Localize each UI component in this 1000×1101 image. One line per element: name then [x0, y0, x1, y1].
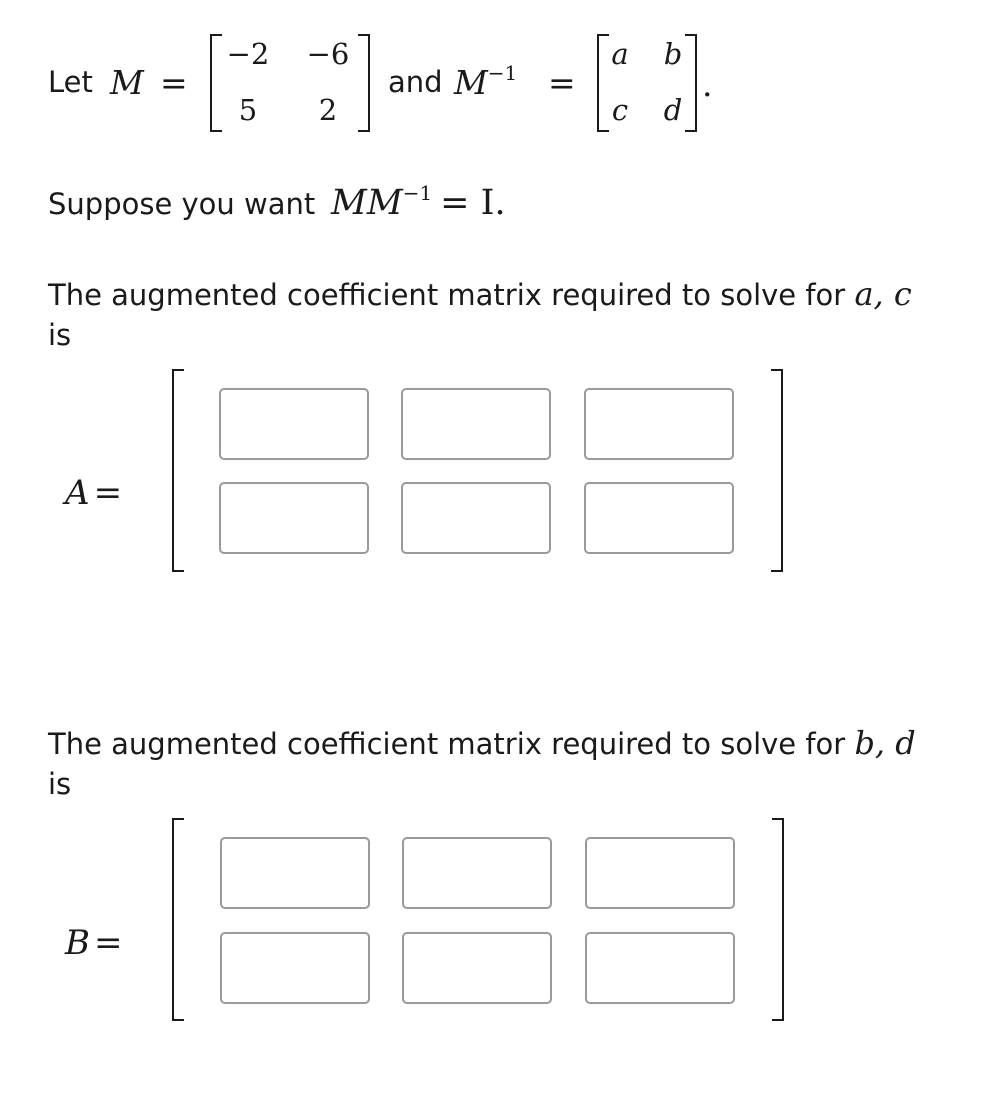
matrix-m-cell: −2 [226, 37, 270, 71]
and-label: and [388, 65, 443, 99]
minv-exponent: −1 [487, 61, 518, 85]
suppose-text: Suppose you want [48, 187, 316, 221]
matrix-minv-cell: a [611, 37, 629, 71]
minv-symbol: $M^{-1}$ [454, 61, 518, 102]
matrix-b-input-r2-c1[interactable] [220, 932, 370, 1004]
let-label: Let [48, 65, 93, 99]
matrix-a-input-r1-c1[interactable] [219, 388, 369, 460]
part-b-is: is [48, 767, 72, 801]
matrix-minv-cell: b [663, 37, 683, 71]
suppose-exponent: −1 [402, 181, 433, 205]
matrix-m-cell: 5 [238, 93, 258, 127]
matrix-minv-cell: d [663, 93, 683, 127]
matrix-b-input-r2-c2[interactable] [402, 932, 552, 1004]
period: . [702, 65, 713, 104]
suppose-expression: $MM^{-1} = I$. [331, 181, 506, 223]
matrix-b-left-bracket [172, 818, 184, 1021]
matrix-b-input-r1-c1[interactable] [220, 837, 370, 909]
matrix-a-left-bracket [172, 369, 184, 572]
matrix-minv-right-bracket [685, 34, 697, 132]
matrix-a-input-r2-c2[interactable] [401, 482, 551, 554]
matrix-b-label: B = [65, 923, 123, 963]
matrix-b-input-r1-c3[interactable] [585, 837, 735, 909]
matrix-a-right-bracket [771, 369, 783, 572]
matrix-m-right-bracket [358, 34, 370, 132]
matrix-b-right-bracket [772, 818, 784, 1021]
equals-sign-2: = [548, 63, 576, 102]
part-a-vars: a, c [854, 275, 912, 313]
m-symbol: M [110, 63, 144, 102]
equals-sign-1: = [160, 63, 188, 102]
matrix-minv-cell: c [611, 93, 629, 127]
matrix-a-input-r2-c1[interactable] [219, 482, 369, 554]
matrix-a-input-r1-c2[interactable] [401, 388, 551, 460]
matrix-a-input-r2-c3[interactable] [584, 482, 734, 554]
matrix-a-input-r1-c3[interactable] [584, 388, 734, 460]
matrix-m-cell: −6 [306, 37, 350, 71]
matrix-b-input-r1-c2[interactable] [402, 837, 552, 909]
matrix-a-label: A = [65, 473, 123, 513]
matrix-m-cell: 2 [318, 93, 338, 127]
matrix-b-input-r2-c3[interactable] [585, 932, 735, 1004]
part-a-is: is [48, 318, 72, 352]
part-a-question: The augmented coefficient matrix required to solve for a, c [48, 275, 912, 313]
part-b-vars: b, d [854, 724, 916, 762]
part-b-question: The augmented coefficient matrix required to solve for b, d [48, 724, 916, 762]
